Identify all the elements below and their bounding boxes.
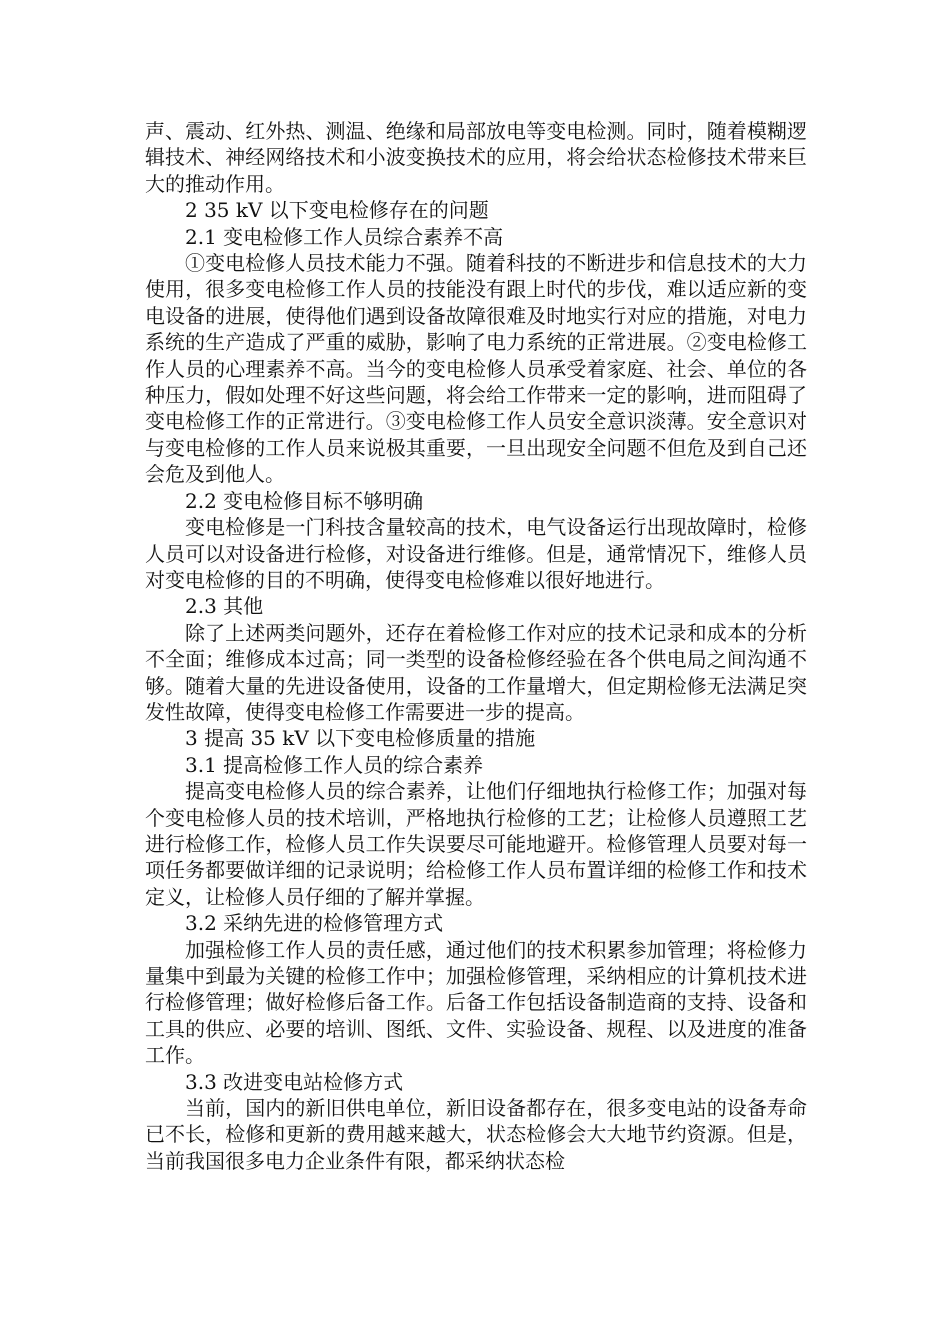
paragraph-intro: 声、震动、红外热、测温、绝缘和局部放电等变电检测。同时，随着模糊逻辑技术、神经网络技术和小波变换技术的应用，将会给状态检修技术带来巨大的推动作用。 [145, 119, 807, 196]
subsection-heading-2-1: 2.1 变电检修工作人员综合素养不高 [185, 224, 504, 249]
section-heading-3: 3 提高 35 kV 以下变电检修质量的措施 [185, 726, 536, 751]
subsection-heading-3-1: 3.1 提高检修工作人员的综合素养 [185, 752, 484, 777]
section-heading-2: 2 35 kV 以下变电检修存在的问题 [185, 198, 489, 223]
paragraph-3-3: 当前，国内的新旧供电单位，新旧设备都存在，很多变电站的设备寿命已不长，检修和更新的费用越来越大，状态检修会大大地节约资源。但是，当前我国很多电力企业条件有限，都采纳状态检 [145, 1096, 807, 1173]
paragraph-2-3: 除了上述两类问题外，还存在着检修工作对应的技术记录和成本的分析不全面；维修成本过高；同一类型的设备检修经验在各个供电局之间沟通不够。随着大量的先进设备使用，设备的工作量增大，但定期检修无法满足突发性故障，使得变电检修工作需要进一步的提高。 [145, 620, 807, 724]
paragraph-3-2: 加强检修工作人员的责任感，通过他们的技术积累参加管理；将检修力量集中到最为关键的检修工作中；加强检修管理，采纳相应的计算机技术进行检修管理；做好检修后备工作。后备工作包括设备制造商的支持、设备和工具的供应、必要的培训、图纸、文件、实验设备、规程、以及进度的准备工作。 [145, 937, 807, 1068]
subsection-heading-3-3: 3.3 改进变电站检修方式 [185, 1069, 404, 1094]
subsection-heading-2-3: 2.3 其他 [185, 594, 264, 619]
paragraph-2-1: ①变电检修人员技术能力不强。随着科技的不断进步和信息技术的大力使用，很多变电检修工作人员的技能没有跟上时代的步伐，难以适应新的变电设备的进展，使得他们遇到设备故障很难及时地实行对应的措施，对电力系统的生产造成了严重的威胁，影响了电力系统的正常进展。②变电检修工作人员的心理素养不高。当今的变电检修人员承受着家庭、社会、单位的各种压力，假如处理不好这些问题，将会给工作带来一定的影响，进而阻碍了变电检修工作的正常进行。③变电检修工作人员安全意识淡薄。安全意识对与变电检修的工作人员来说极其重要，一旦出现安全问题不但危及到自己还会危及到他人。 [145, 251, 807, 487]
document-page [145, 118, 807, 1174]
subsection-heading-3-2: 3.2 采纳先进的检修管理方式 [185, 911, 444, 936]
subsection-heading-2-2: 2.2 变电检修目标不够明确 [185, 488, 424, 513]
paragraph-2-2: 变电检修是一门科技含量较高的技术，电气设备运行出现故障时，检修人员可以对设备进行检修，对设备进行维修。但是，通常情况下，维修人员对变电检修的目的不明确，使得变电检修难以很好地进行。 [145, 515, 807, 592]
paragraph-3-1: 提高变电检修人员的综合素养，让他们仔细地执行检修工作；加强对每个变电检修人员的技术培训，严格地执行检修的工艺；让检修人员遵照工艺进行检修工作，检修人员工作失误要尽可能地避开。检修管理人员要对每一项任务都要做详细的记录说明；给检修工作人员布置详细的检修工作和技术定义，让检修人员仔细的了解并掌握。 [145, 779, 807, 909]
